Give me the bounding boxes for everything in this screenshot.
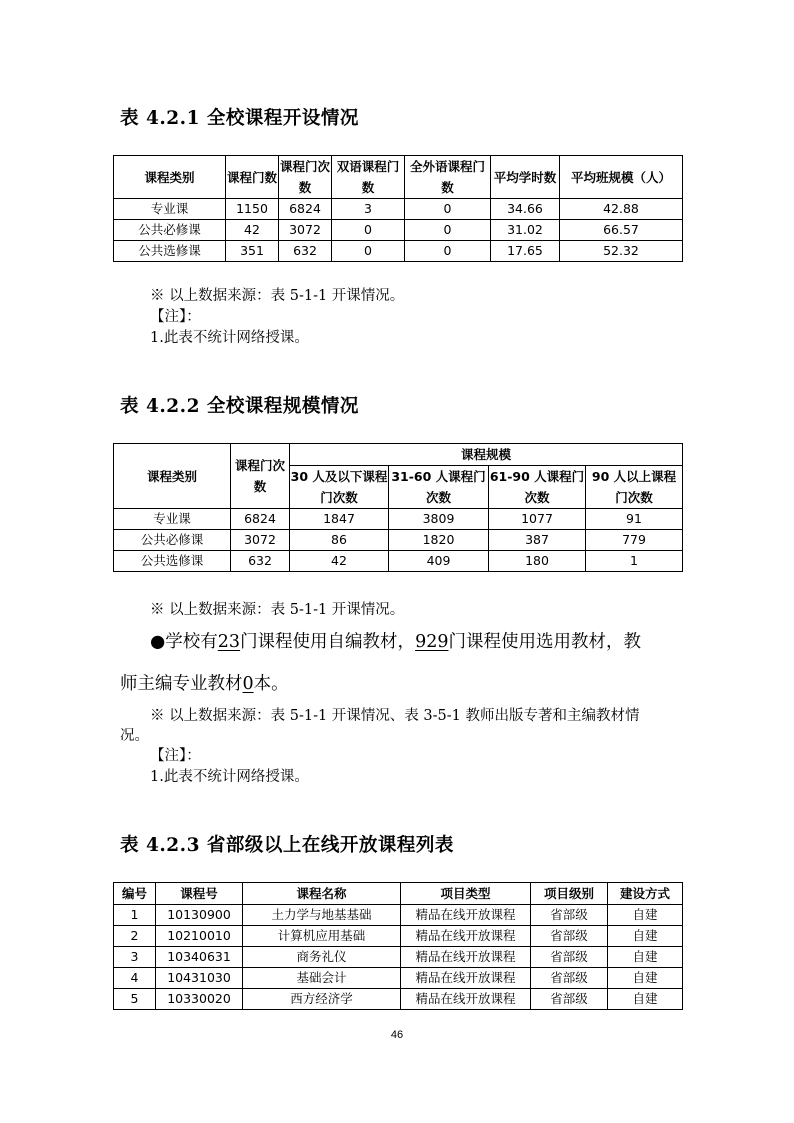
cell: 3072 [231, 530, 290, 551]
table-row [114, 926, 683, 947]
cell: 省部级 [531, 926, 608, 947]
header-avg-hours: 平均学时数 [491, 156, 560, 199]
bullet-text: 师主编专业教材 [120, 674, 243, 694]
cell: 10210010 [156, 926, 243, 947]
bullet-text: 门课程使用选用教材，教 [448, 632, 641, 652]
table-row [114, 989, 683, 1010]
cell: 3072 [279, 220, 332, 241]
cell: 省部级 [531, 905, 608, 926]
cell: 精品在线开放课程 [401, 905, 531, 926]
cell: 0 [332, 241, 405, 262]
note-label: 【注】： [150, 748, 201, 764]
table-row [114, 530, 683, 551]
cell: 632 [231, 551, 290, 572]
cell: 779 [586, 530, 683, 551]
cell: 0 [405, 241, 491, 262]
cell: 自建 [608, 905, 683, 926]
cell: 0 [405, 220, 491, 241]
note-item: 1.此表不统计网络授课。 [150, 330, 309, 346]
cell: 专业课 [114, 199, 226, 220]
source-note-2: ※ 以上数据来源：表 5-1-1 开课情况、表 3-5-1 教师出版专著和主编教材情 [150, 708, 640, 724]
cell: 42 [226, 220, 279, 241]
cell: 自建 [608, 989, 683, 1010]
self-compiled-count: 23 [217, 632, 241, 652]
table-row [114, 241, 683, 262]
cell: 精品在线开放课程 [401, 989, 531, 1010]
cell: 632 [279, 241, 332, 262]
source-note: ※ 以上数据来源：表 5-1-1 开课情况。 [150, 288, 405, 304]
cell: 5 [114, 989, 156, 1010]
cell: 专业课 [114, 509, 231, 530]
cell: 6824 [279, 199, 332, 220]
header-course-count: 课程门数 [226, 156, 279, 199]
cell: 1847 [290, 509, 389, 530]
table-4-2-2-title: 表 4.2.2 全校课程规模情况 [120, 396, 359, 417]
cell: 公共必修课 [114, 220, 226, 241]
cell: 公共必修课 [114, 530, 231, 551]
cell: 52.32 [560, 241, 683, 262]
cell: 1077 [489, 509, 586, 530]
header-category: 课程类别 [114, 156, 226, 199]
cell: 10330020 [156, 989, 243, 1010]
note-label: 【注】： [150, 309, 201, 325]
cell: 1820 [389, 530, 489, 551]
table-row [114, 551, 683, 572]
note-item: 1.此表不统计网络授课。 [150, 769, 309, 785]
course-offering-table [113, 155, 683, 262]
cell: 409 [389, 551, 489, 572]
cell: 精品在线开放课程 [401, 947, 531, 968]
header-course-sessions: 课程门次数 [279, 156, 332, 199]
chief-editor-count: 0 [242, 674, 254, 694]
header-number: 编号 [114, 883, 156, 905]
header-build-method: 建设方式 [608, 883, 683, 905]
online-course-table [113, 882, 683, 1010]
table-row [114, 199, 683, 220]
cell: 2 [114, 926, 156, 947]
cell: 91 [586, 509, 683, 530]
cell: 基础会计 [243, 968, 401, 989]
cell: 180 [489, 551, 586, 572]
page-number: 46 [390, 1029, 404, 1041]
header-30-and-below: 30 人及以下课程门次数 [290, 466, 389, 509]
table-4-2-3-title: 表 4.2.3 省部级以上在线开放课程列表 [120, 835, 454, 856]
cell: 0 [332, 220, 405, 241]
cell: 自建 [608, 968, 683, 989]
cell: 86 [290, 530, 389, 551]
table-row [114, 509, 683, 530]
source-note-2-cont: 况。 [120, 728, 149, 744]
cell: 省部级 [531, 968, 608, 989]
course-scale-table [113, 443, 683, 572]
cell: 3 [114, 947, 156, 968]
textbook-bullet-line1 [150, 628, 641, 653]
cell: 土力学与地基基础 [243, 905, 401, 926]
cell: 3809 [389, 509, 489, 530]
header-90-above: 90 人以上课程门次数 [586, 466, 683, 509]
cell: 66.57 [560, 220, 683, 241]
table-header-row [114, 883, 683, 905]
header-project-level: 项目级别 [531, 883, 608, 905]
cell: 省部级 [531, 989, 608, 1010]
cell: 1 [586, 551, 683, 572]
cell: 10340631 [156, 947, 243, 968]
cell: 计算机应用基础 [243, 926, 401, 947]
cell: 17.65 [491, 241, 560, 262]
source-note: ※ 以上数据来源：表 5-1-1 开课情况。 [150, 602, 405, 618]
header-project-type: 项目类型 [401, 883, 531, 905]
header-category: 课程类别 [114, 444, 231, 509]
bullet-text: 本。 [253, 674, 289, 694]
cell: 10130900 [156, 905, 243, 926]
cell: 387 [489, 530, 586, 551]
header-foreign-language: 全外语课程门数 [405, 156, 491, 199]
cell: 0 [405, 199, 491, 220]
cell: 商务礼仪 [243, 947, 401, 968]
selected-textbook-count: 929 [415, 632, 449, 652]
table-header-row [114, 444, 683, 466]
cell: 西方经济学 [243, 989, 401, 1010]
header-bilingual: 双语课程门数 [332, 156, 405, 199]
header-course-name: 课程名称 [243, 883, 401, 905]
cell: 3 [332, 199, 405, 220]
cell: 4 [114, 968, 156, 989]
header-61-90: 61-90 人课程门次数 [489, 466, 586, 509]
cell: 6824 [231, 509, 290, 530]
textbook-bullet-line2 [120, 670, 289, 695]
bullet-text: 门课程使用自编教材， [240, 632, 416, 652]
table-4-2-1-title: 表 4.2.1 全校课程开设情况 [120, 108, 359, 129]
header-course-sessions: 课程门次数 [231, 444, 290, 509]
cell: 精品在线开放课程 [401, 926, 531, 947]
cell: 公共选修课 [114, 551, 231, 572]
cell: 42.88 [560, 199, 683, 220]
cell: 自建 [608, 926, 683, 947]
cell: 省部级 [531, 947, 608, 968]
table-header-row [114, 156, 683, 199]
table-row [114, 968, 683, 989]
cell: 1 [114, 905, 156, 926]
cell: 公共选修课 [114, 241, 226, 262]
cell: 42 [290, 551, 389, 572]
cell: 351 [226, 241, 279, 262]
header-course-scale: 课程规模 [290, 444, 683, 466]
table-row [114, 947, 683, 968]
cell: 34.66 [491, 199, 560, 220]
bullet-text: ●学校有 [150, 632, 218, 652]
table-row [114, 220, 683, 241]
cell: 自建 [608, 947, 683, 968]
cell: 10431030 [156, 968, 243, 989]
cell: 31.02 [491, 220, 560, 241]
header-avg-class-size: 平均班规模（人） [560, 156, 683, 199]
cell: 1150 [226, 199, 279, 220]
table-row [114, 905, 683, 926]
header-course-id: 课程号 [156, 883, 243, 905]
header-31-60: 31-60 人课程门次数 [389, 466, 489, 509]
cell: 精品在线开放课程 [401, 968, 531, 989]
